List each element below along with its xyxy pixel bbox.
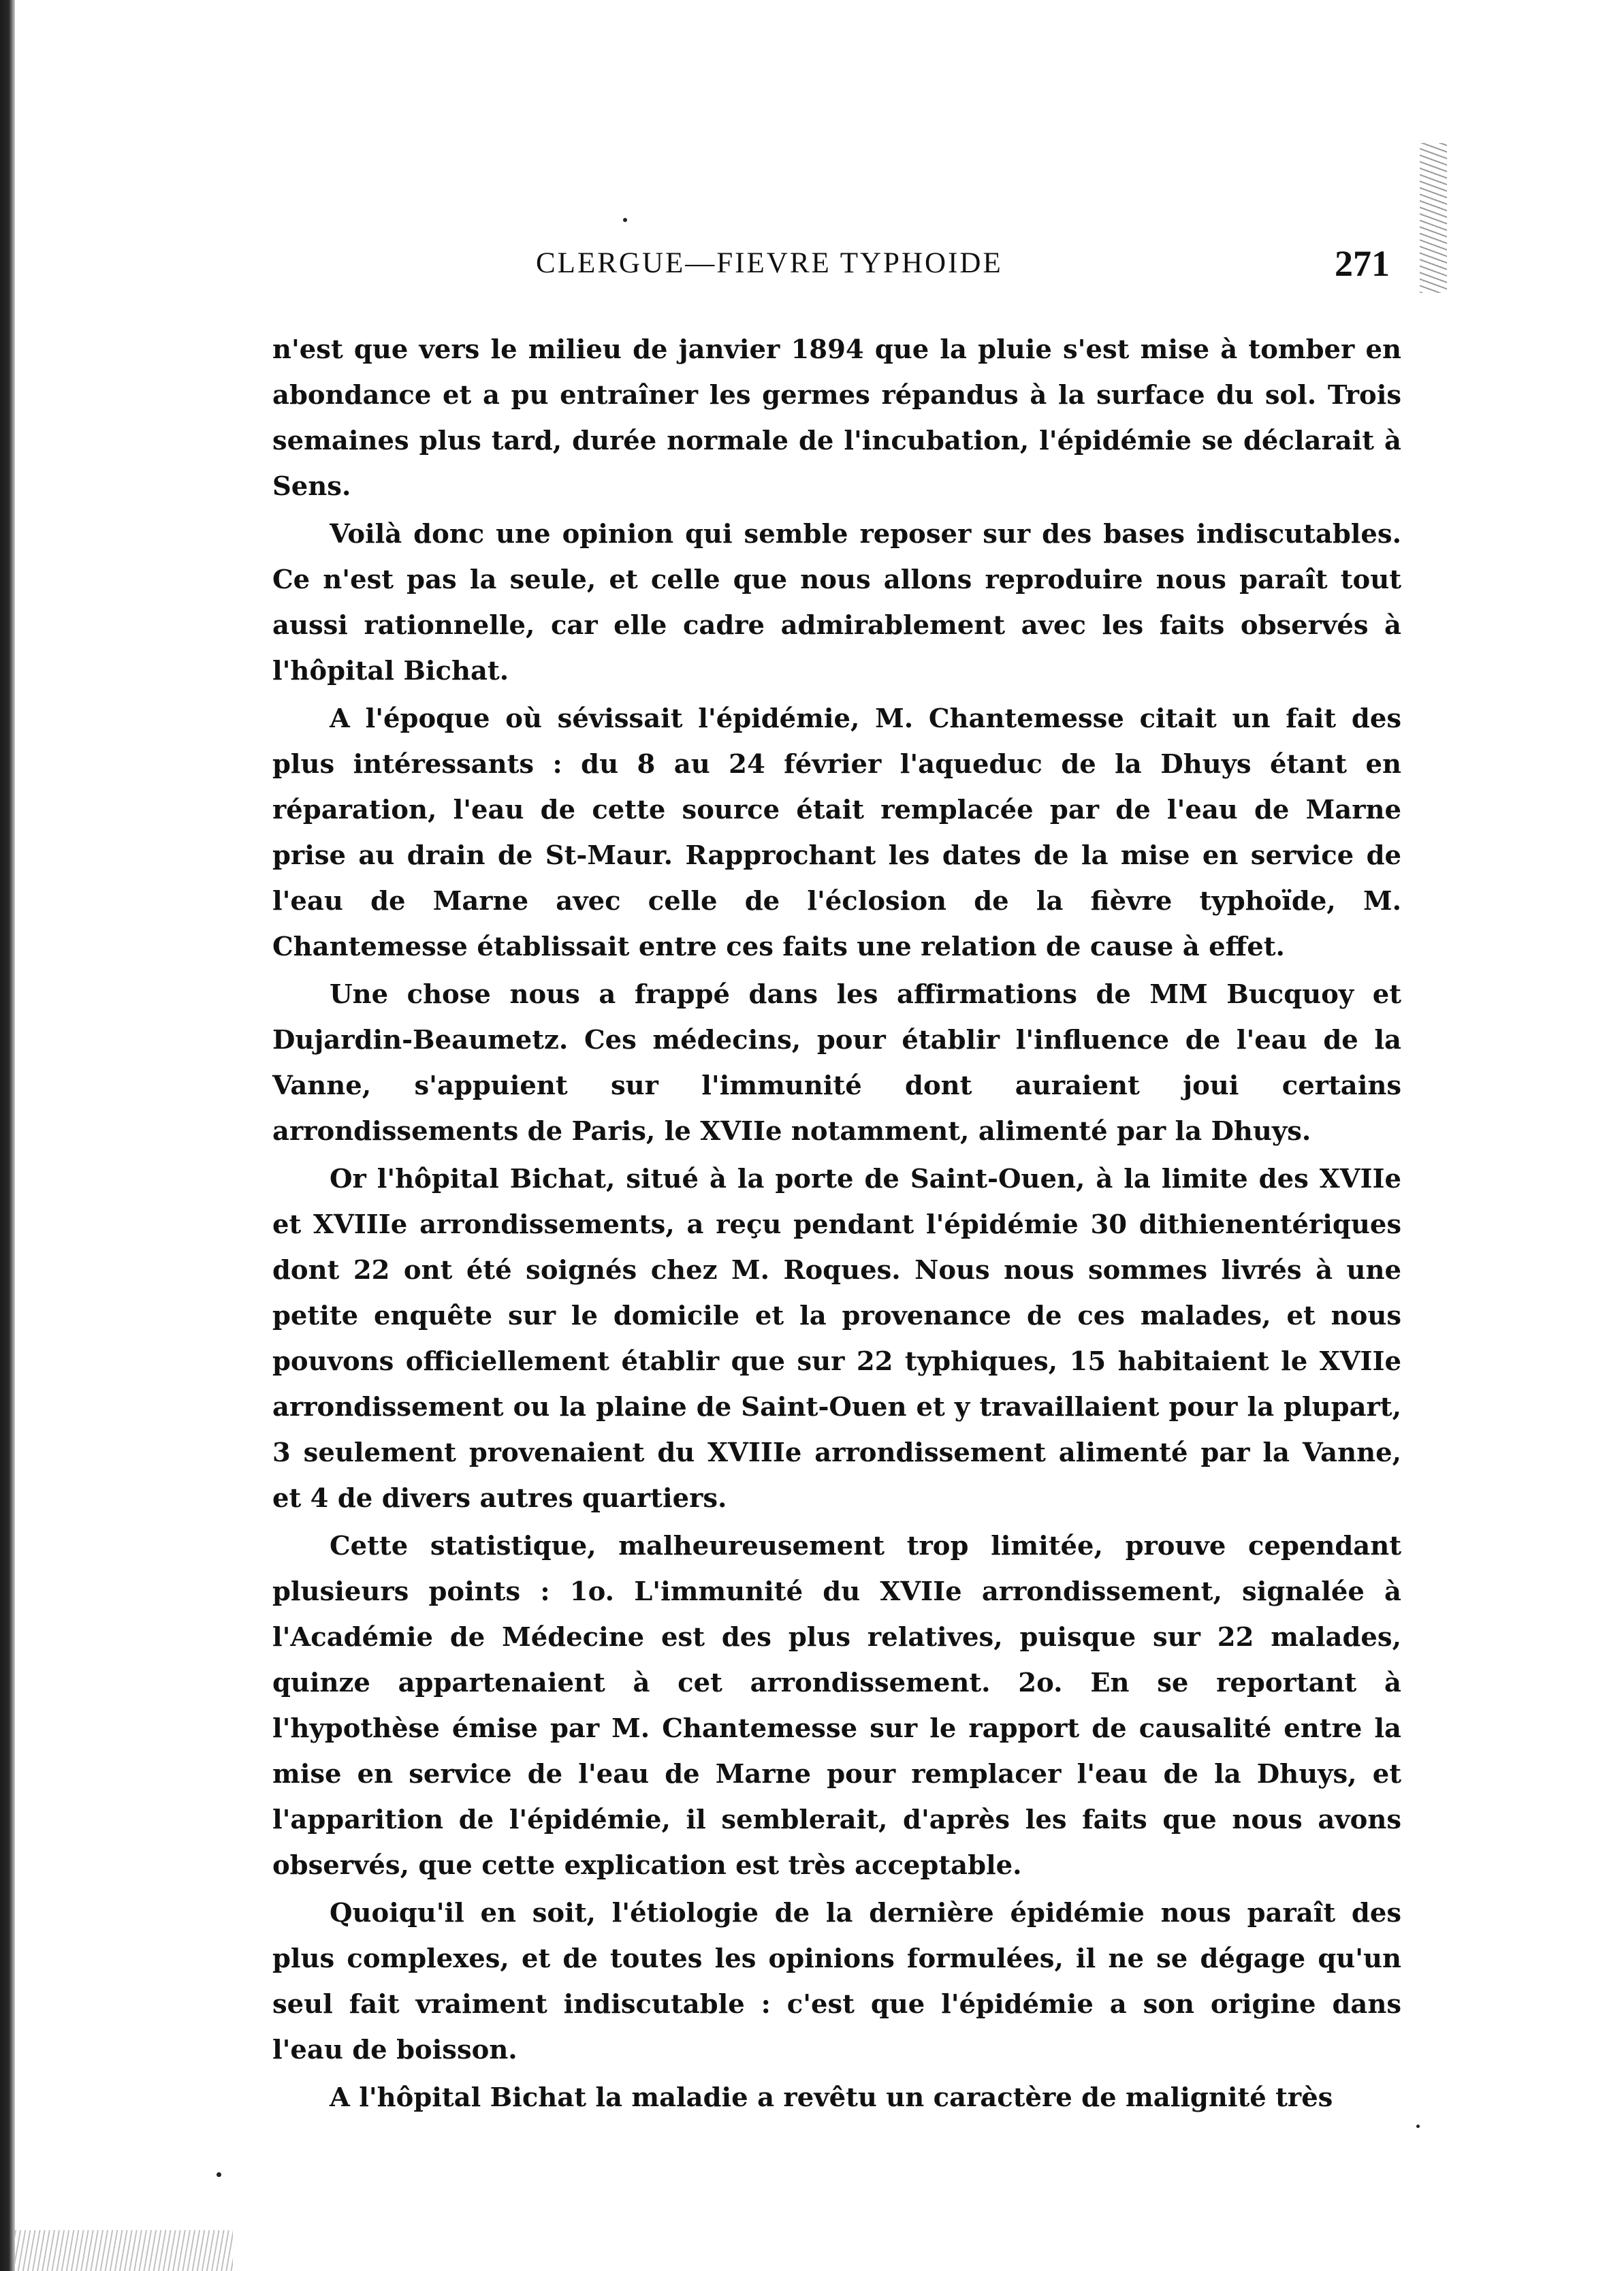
paragraph: Voilà donc une opinion qui semble reposer sur des bases indiscutables. Ce n'est pas la seule, et celle que nous allons reproduire nous paraît tout aussi rationnelle, car elle cadre admirablement avec les faits observés à l'hôpital Bichat. [272,519,1401,686]
scan-speckle [217,2172,221,2177]
scan-edge [0,0,15,2271]
scan-speckle [1416,2125,1420,2128]
paragraph: Cette statistique, malheureusement trop limitée, prouve cependant plusieurs points : 1o. L'immunité du XVIIe arrondissement, signalée à l'Académie de Médecine est des plus relatives, puisque sur 22 malades, quinze appartenaient à cet arrondissement. 2o. En se reportant à l'hypothèse émise par M. Chantemesse sur le rapport de causalité entre la mise en service de l'eau de Marne pour remplacer l'eau de la Dhuys, et l'apparition de l'épidémie, il semblerait, d'après les faits que nous avons observés, que cette explication est très acceptable. [272,1531,1401,1881]
paragraph: Or l'hôpital Bichat, situé à la porte de Saint-Ouen, à la limite des XVIIe et XVIIIe arrondissements, a reçu pendant l'épidémie 30 dithienentériques dont 22 ont été soignés chez M. Roques. Nous nous sommes livrés à une petite enquête sur le domicile et la provenance de ces malades, et nous pouvons officiellement établir que sur 22 typhiques, 15 habitaient le XVIIe arrondissement ou la plaine de Saint-Ouen et y travaillaient pour la plupart, 3 seulement provenaient du XVIIIe arrondissement alimenté par la Vanne, et 4 de divers autres quartiers. [272,1164,1401,1514]
paragraph: n'est que vers le milieu de janvier 1894 que la pluie s'est mise à tomber en abondance et a pu entraîner les germes répandus à la surface du sol. Trois semaines plus tard, durée normale de l'incubation, l'épidémie se déclarait à Sens. [272,334,1401,502]
scan-noise-bottom-left [15,2230,233,2271]
page-number: 271 [1335,243,1390,284]
scan-speckle [623,218,627,222]
paragraph: Quoiqu'il en soit, l'étiologie de la dernière épidémie nous paraît des plus complexes, et de toutes les opinions formulées, il ne se dégage qu'un seul fait vraiment indiscutable : c'est que l'épidémie a son origine dans l'eau de boisson. [272,1898,1401,2065]
running-head [0,243,1624,287]
paragraph: A l'époque où sévissait l'épidémie, M. Chantemesse citait un fait des plus intéressants : du 8 au 24 février l'aqueduc de la Dhuys étant en réparation, l'eau de cette source était remplacée par de l'eau de Marne prise au drain de St-Maur. Rapprochant les dates de la mise en service de l'eau de Marne avec celle de l'éclosion de la fièvre typhoïde, M. Chantemesse établissait entre ces faits une relation de cause à effet. [272,703,1401,962]
paragraph: Une chose nous a frappé dans les affirmations de MM Bucquoy et Dujardin-Beaumetz. Ces médecins, pour établir l'influence de l'eau de la Vanne, s'appuient sur l'immunité dont auraient joui certains arrondissements de Paris, le XVIIe notamment, alimenté par la Dhuys. [272,979,1401,1147]
paragraph: A l'hôpital Bichat la maladie a revêtu un caractère de malignité très [330,2082,1333,2113]
body-text [272,327,1401,2121]
running-title: CLERGUE—FIEVRE TYPHOIDE [536,247,1003,279]
